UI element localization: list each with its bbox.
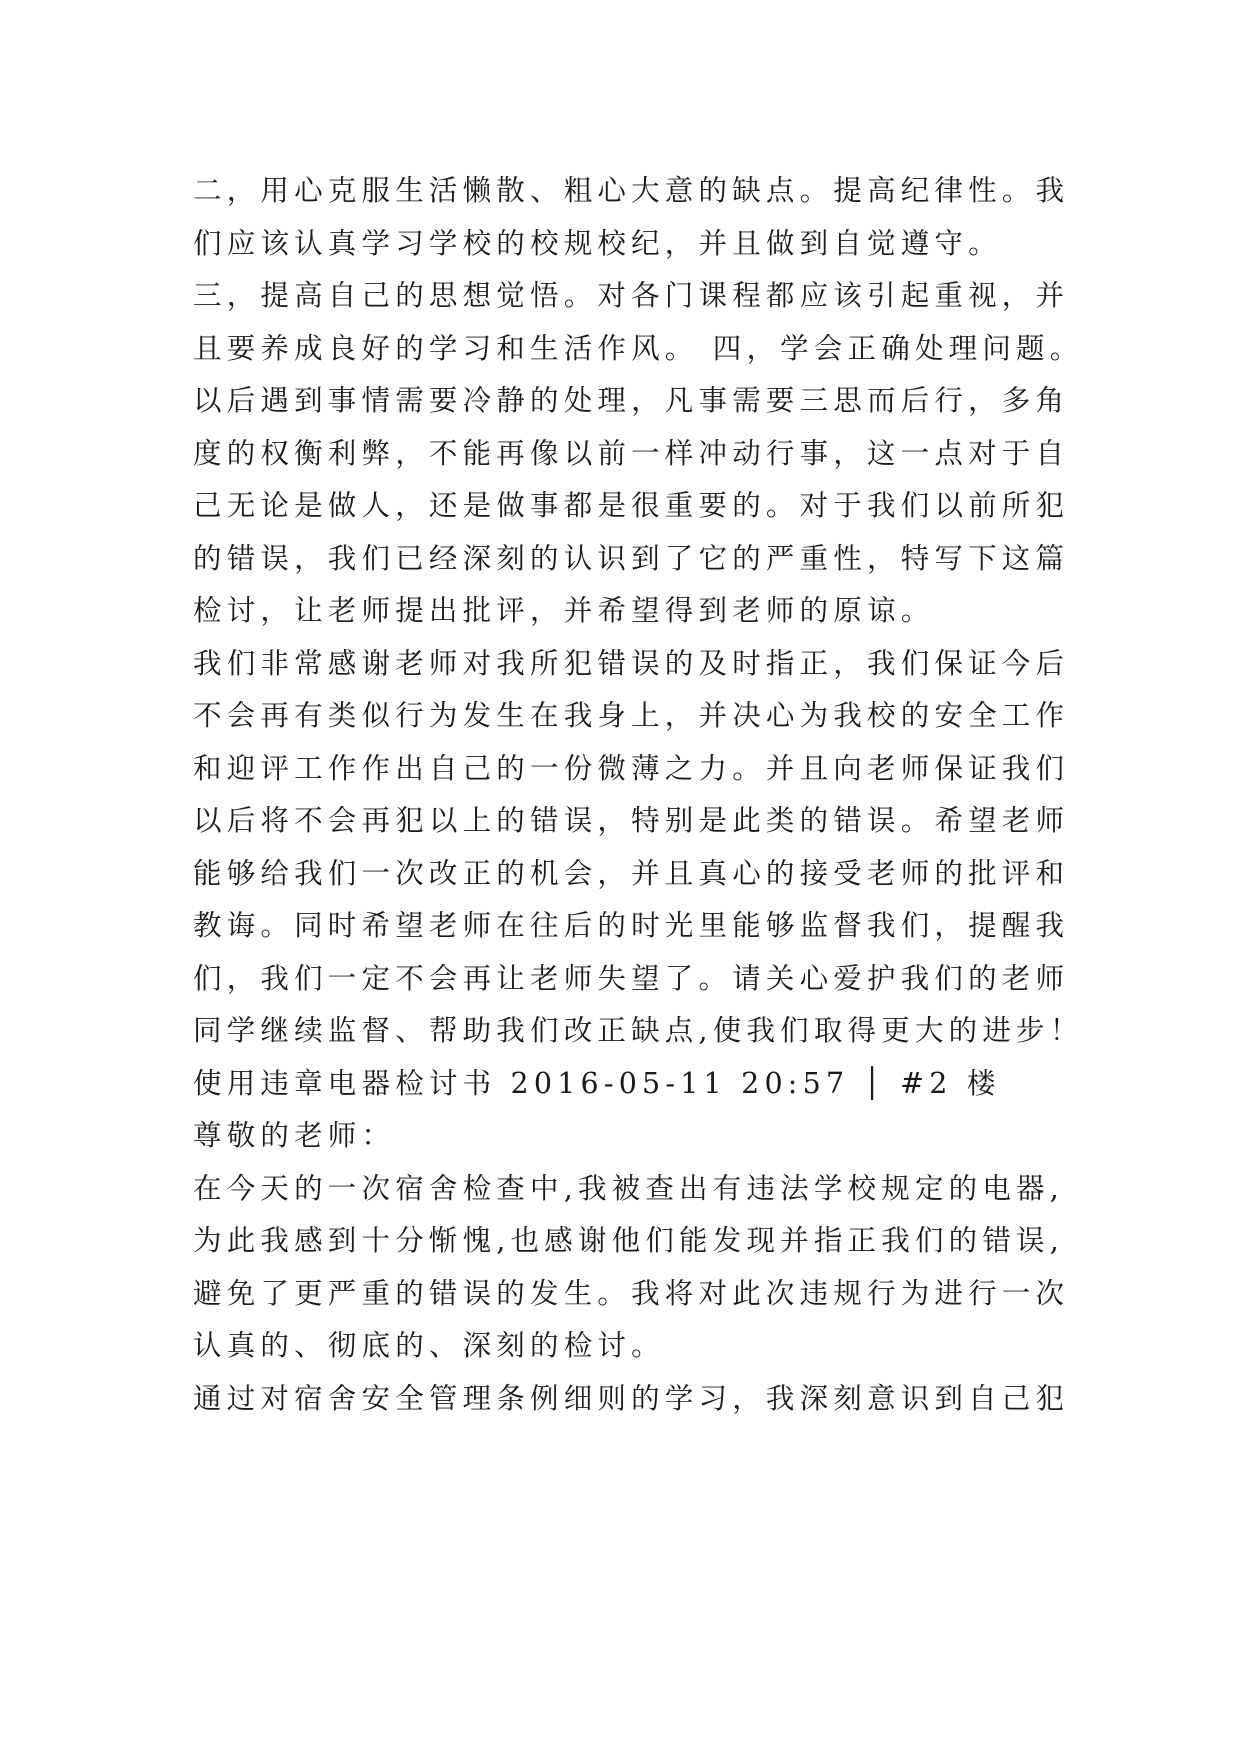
text-line: 在今天的一次宿舍检查中,我被查出有违法学校规定的电器, — [193, 1171, 1065, 1205]
text-line: 和迎评工作作出自己的一份微薄之力。并且向老师保证我们 — [193, 751, 1070, 785]
document-body — [193, 165, 1084, 1425]
text-line: 己无论是做人，还是做事都是很重要的。对于我们以前所犯 — [193, 489, 1070, 522]
text-line: 我们非常感谢老师对我所犯错误的及时指正，我们保证今后 — [193, 646, 1070, 680]
salutation-line: 尊敬的老师： — [193, 1119, 396, 1152]
text-line: 以后遇到事情需要冷静的处理，凡事需要三思而后行，多角 — [193, 384, 1070, 417]
text-line: 避免了更严重的错误的发生。我将对此次违规行为进行一次 — [193, 1276, 1070, 1310]
text-line: 们应该认真学习学校的校规校纪，并且做到自觉遵守。 — [193, 226, 1002, 260]
text-line: 通过对宿舍安全管理条例细则的学习，我深刻意识到自己犯 — [193, 1381, 1070, 1415]
text-line: 的错误，我们已经深刻的认识到了它的严重性，特写下这篇 — [193, 541, 1070, 575]
text-line: 同学继续监督、帮助我们改正缺点,使我们取得更大的进步！ — [193, 1014, 1084, 1047]
text-line: 为此我感到十分惭愧,也感谢他们能发现并指正我们的错误, — [193, 1224, 1065, 1257]
text-line: 二，用心克服生活懒散、粗心大意的缺点。提高纪律性。我 — [193, 174, 1070, 207]
text-line: 且要养成良好的学习和生活作风。 四，学会正确处理问题。 — [193, 331, 1084, 365]
text-line: 们，我们一定不会再让老师失望了。请关心爱护我们的老师 — [193, 961, 1070, 995]
text-line: 度的权衡利弊，不能再像以前一样冲动行事，这一点对于自 — [193, 436, 1070, 470]
text-line: 检讨，让老师提出批评，并希望得到老师的原谅。 — [193, 594, 935, 627]
text-line: 认真的、彻底的、深刻的检讨。 — [193, 1329, 665, 1362]
text-line: 不会再有类似行为发生在我身上，并决心为我校的安全工作 — [193, 699, 1070, 732]
text-line: 能够给我们一次改正的机会，并且真心的接受老师的批评和 — [193, 856, 1070, 890]
text-line: 三，提高自己的思想觉悟。对各门课程都应该引起重视，并 — [193, 279, 1070, 312]
text-line: 以后将不会再犯以上的错误，特别是此类的错误。希望老师 — [193, 804, 1070, 837]
post-header-line: 使用违章电器检讨书 2016-05-11 20:57 │ #2 楼 — [193, 1066, 1001, 1100]
text-line: 教诲。同时希望老师在往后的时光里能够监督我们，提醒我 — [193, 909, 1070, 942]
